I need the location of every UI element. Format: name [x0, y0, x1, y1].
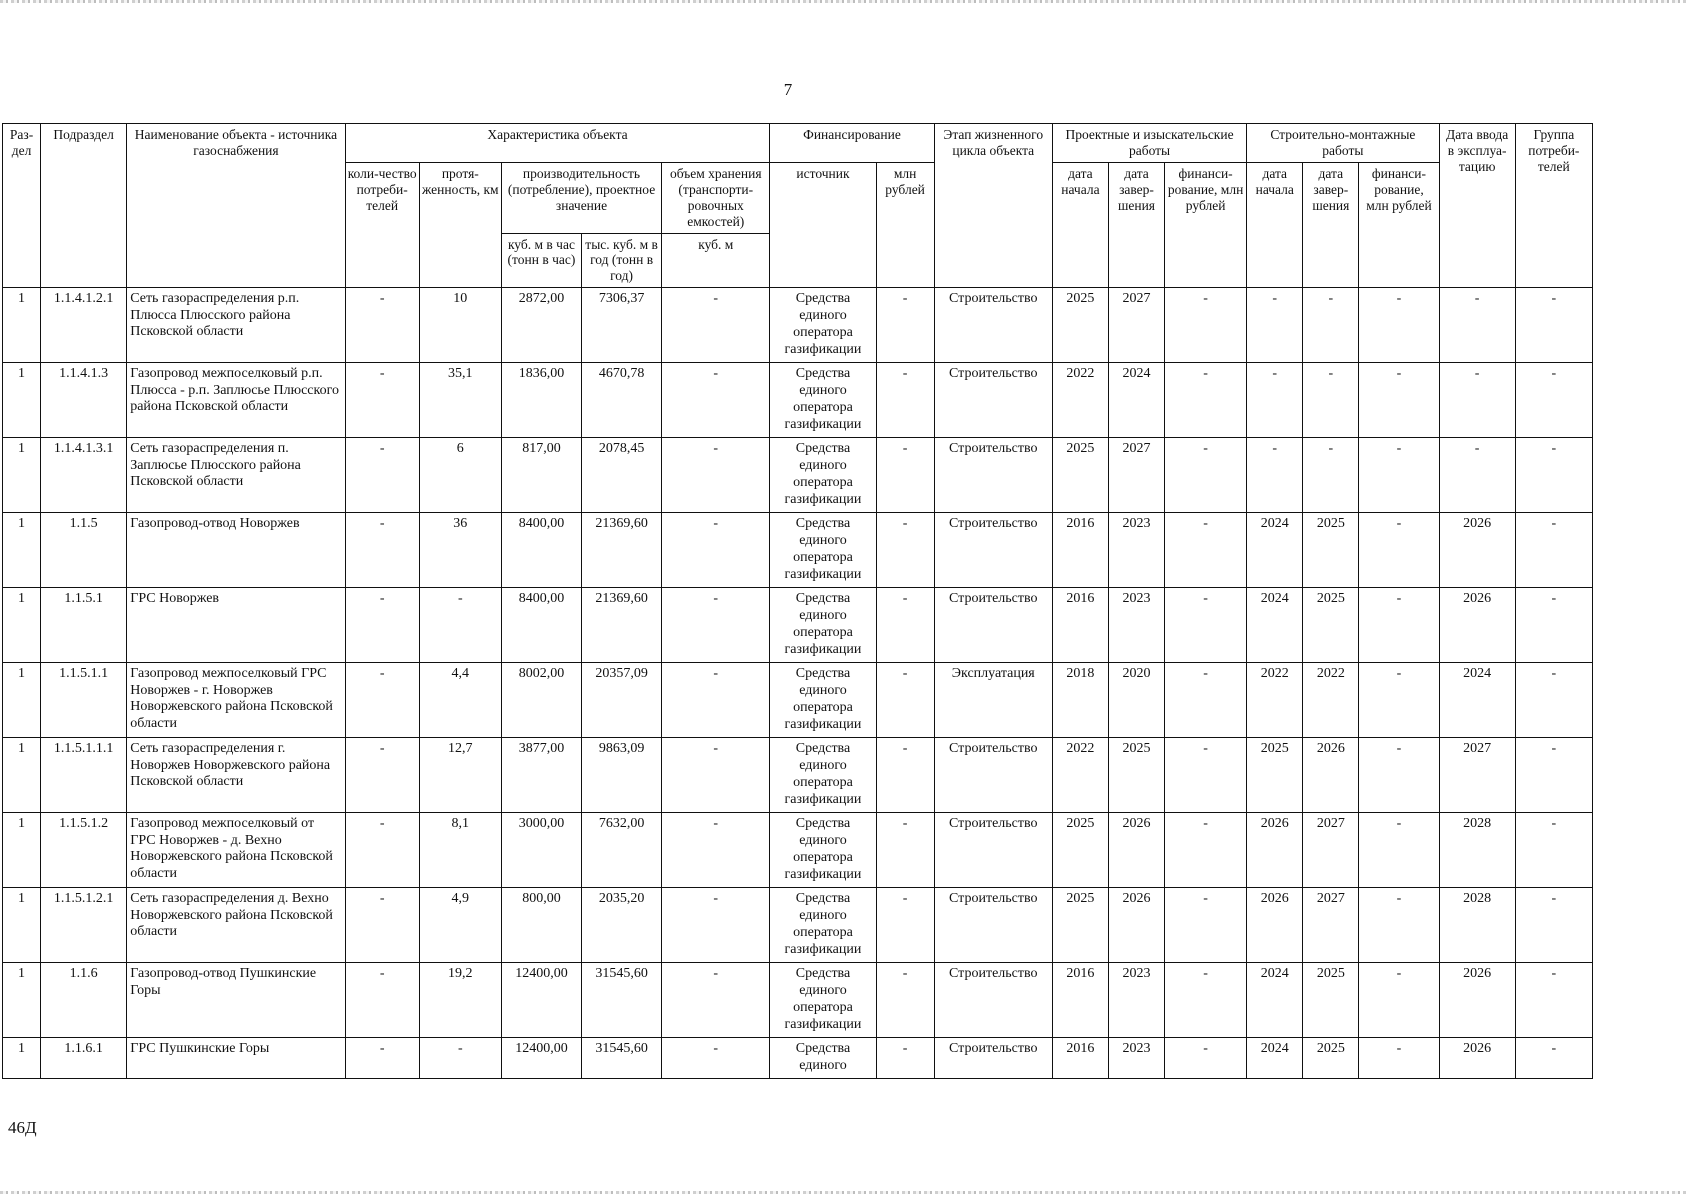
- cell-mln-rub: -: [876, 663, 934, 738]
- cell-object-name: Газопровод межпоселковый от ГРС Новоржев - д. Вехно Новоржевского района Псковской области: [127, 813, 345, 888]
- cell-construction-financing: -: [1359, 963, 1439, 1038]
- cell-lifecycle-stage: Строительство: [934, 888, 1052, 963]
- cell-razdel: 1: [3, 288, 41, 363]
- cell-podrazdel: 1.1.4.1.3.1: [41, 438, 127, 513]
- cell-funding-source: Средства единого оператора газификации: [770, 588, 876, 663]
- cell-design-end: 2026: [1108, 888, 1164, 963]
- cell-design-end: 2025: [1108, 738, 1164, 813]
- cell-construction-start: 2026: [1247, 813, 1303, 888]
- cell-construction-end: -: [1303, 438, 1359, 513]
- cell-capacity-year: 20357,09: [582, 663, 662, 738]
- cell-design-start: 2016: [1052, 513, 1108, 588]
- header-construction-end: дата завер-шения: [1303, 162, 1359, 287]
- cell-object-name: Сеть газораспределения г. Новоржев Новоржевского района Псковской области: [127, 738, 345, 813]
- cell-capacity-year: 31545,60: [582, 1038, 662, 1079]
- cell-consumer-group: -: [1515, 1038, 1592, 1079]
- cell-length: 35,1: [419, 363, 501, 438]
- table-row: [3, 438, 1593, 513]
- cell-razdel: 1: [3, 1038, 41, 1079]
- cell-lifecycle-stage: Строительство: [934, 513, 1052, 588]
- cell-capacity-hour: 8400,00: [501, 513, 581, 588]
- table-row: [3, 813, 1593, 888]
- cell-construction-end: 2022: [1303, 663, 1359, 738]
- cell-design-end: 2027: [1108, 438, 1164, 513]
- cell-construction-financing: -: [1359, 1038, 1439, 1079]
- cell-funding-source: Средства единого оператора газификации: [770, 813, 876, 888]
- table-row: [3, 963, 1593, 1038]
- cell-lifecycle-stage: Строительство: [934, 963, 1052, 1038]
- cell-capacity-hour: 12400,00: [501, 1038, 581, 1079]
- cell-capacity-hour: 817,00: [501, 438, 581, 513]
- header-storage: объем хранения (транспорти-ровочных емкостей): [662, 162, 770, 233]
- cell-storage: -: [662, 588, 770, 663]
- cell-design-start: 2016: [1052, 588, 1108, 663]
- cell-length: 10: [419, 288, 501, 363]
- cell-length: 19,2: [419, 963, 501, 1038]
- document-code: 46Д: [8, 1118, 37, 1137]
- header-length: протя-женность, км: [419, 162, 501, 287]
- cell-capacity-hour: 3877,00: [501, 738, 581, 813]
- cell-design-start: 2025: [1052, 438, 1108, 513]
- header-lifecycle-stage: Этап жизненного цикла объекта: [934, 124, 1052, 288]
- cell-length: 6: [419, 438, 501, 513]
- cell-podrazdel: 1.1.5.1.1.1: [41, 738, 127, 813]
- cell-storage: -: [662, 363, 770, 438]
- cell-commissioning-date: 2026: [1439, 513, 1515, 588]
- cell-razdel: 1: [3, 963, 41, 1038]
- cell-mln-rub: -: [876, 888, 934, 963]
- cell-length: -: [419, 1038, 501, 1079]
- cell-consumer-group: -: [1515, 888, 1592, 963]
- header-design-works: Проектные и изыскательские работы: [1052, 124, 1246, 163]
- cell-capacity-year: 21369,60: [582, 588, 662, 663]
- cell-storage: -: [662, 663, 770, 738]
- cell-funding-source: Средства единого оператора газификации: [770, 888, 876, 963]
- cell-commissioning-date: 2026: [1439, 588, 1515, 663]
- cell-capacity-hour: 8002,00: [501, 663, 581, 738]
- cell-consumers-count: -: [345, 738, 419, 813]
- cell-object-name: Газопровод-отвод Новоржев: [127, 513, 345, 588]
- cell-length: 4,4: [419, 663, 501, 738]
- cell-design-start: 2025: [1052, 288, 1108, 363]
- cell-construction-end: 2025: [1303, 963, 1359, 1038]
- cell-razdel: 1: [3, 888, 41, 963]
- cell-razdel: 1: [3, 363, 41, 438]
- cell-length: 8,1: [419, 813, 501, 888]
- cell-construction-financing: -: [1359, 438, 1439, 513]
- cell-razdel: 1: [3, 588, 41, 663]
- cell-consumers-count: -: [345, 1038, 419, 1079]
- cell-object-name: ГРС Новоржев: [127, 588, 345, 663]
- cell-podrazdel: 1.1.5: [41, 513, 127, 588]
- cell-construction-start: 2024: [1247, 963, 1303, 1038]
- cell-consumers-count: -: [345, 663, 419, 738]
- cell-consumer-group: -: [1515, 513, 1592, 588]
- table-body: [3, 288, 1593, 1079]
- cell-podrazdel: 1.1.6.1: [41, 1038, 127, 1079]
- cell-consumers-count: -: [345, 513, 419, 588]
- cell-capacity-hour: 12400,00: [501, 963, 581, 1038]
- cell-construction-end: 2025: [1303, 513, 1359, 588]
- cell-construction-end: 2027: [1303, 813, 1359, 888]
- cell-construction-financing: -: [1359, 513, 1439, 588]
- header-financing: Финансирование: [770, 124, 934, 163]
- cell-podrazdel: 1.1.5.1: [41, 588, 127, 663]
- cell-funding-source: Средства единого оператора газификации: [770, 288, 876, 363]
- cell-design-financing: -: [1165, 438, 1247, 513]
- cell-mln-rub: -: [876, 963, 934, 1038]
- header-consumers-count: коли-чество потреби-телей: [345, 162, 419, 287]
- cell-design-end: 2023: [1108, 963, 1164, 1038]
- cell-mln-rub: -: [876, 1038, 934, 1079]
- table-row: [3, 1038, 1593, 1079]
- header-characteristics: Характеристика объекта: [345, 124, 770, 163]
- cell-object-name: Сеть газораспределения д. Вехно Новоржевского района Псковской области: [127, 888, 345, 963]
- cell-object-name: Сеть газораспределения п. Заплюсье Плюсского района Псковской области: [127, 438, 345, 513]
- cell-construction-financing: -: [1359, 663, 1439, 738]
- cell-storage: -: [662, 813, 770, 888]
- header-commissioning-date: Дата ввода в эксплуа-тацию: [1439, 124, 1515, 288]
- cell-construction-start: 2024: [1247, 513, 1303, 588]
- cell-capacity-hour: 3000,00: [501, 813, 581, 888]
- cell-razdel: 1: [3, 438, 41, 513]
- scan-top-edge: [0, 0, 1686, 3]
- header-podrazdel: Подраздел: [41, 124, 127, 288]
- cell-length: 12,7: [419, 738, 501, 813]
- cell-storage: -: [662, 738, 770, 813]
- cell-design-start: 2018: [1052, 663, 1108, 738]
- cell-funding-source: Средства единого оператора газификации: [770, 363, 876, 438]
- cell-construction-financing: -: [1359, 738, 1439, 813]
- cell-consumer-group: -: [1515, 663, 1592, 738]
- header-design-start: дата начала: [1052, 162, 1108, 287]
- cell-design-financing: -: [1165, 288, 1247, 363]
- cell-length: 4,9: [419, 888, 501, 963]
- cell-design-financing: -: [1165, 588, 1247, 663]
- header-capacity: производительность (потребление), проектное значение: [501, 162, 661, 233]
- cell-design-end: 2026: [1108, 813, 1164, 888]
- cell-storage: -: [662, 438, 770, 513]
- cell-commissioning-date: 2027: [1439, 738, 1515, 813]
- cell-mln-rub: -: [876, 588, 934, 663]
- cell-construction-start: -: [1247, 363, 1303, 438]
- cell-podrazdel: 1.1.4.1.3: [41, 363, 127, 438]
- cell-funding-source: Средства единого оператора газификации: [770, 963, 876, 1038]
- cell-design-end: 2023: [1108, 1038, 1164, 1079]
- cell-design-start: 2022: [1052, 738, 1108, 813]
- page-number: 7: [783, 80, 793, 99]
- cell-object-name: Газопровод межпоселковый ГРС Новоржев - г. Новоржев Новоржевского района Псковской области: [127, 663, 345, 738]
- cell-consumers-count: -: [345, 363, 419, 438]
- cell-design-end: 2023: [1108, 588, 1164, 663]
- header-design-financing: финанси-рование, млн рублей: [1165, 162, 1247, 287]
- table-row: [3, 738, 1593, 813]
- cell-mln-rub: -: [876, 438, 934, 513]
- table-row: [3, 363, 1593, 438]
- cell-funding-source: Средства единого оператора газификации: [770, 663, 876, 738]
- cell-podrazdel: 1.1.5.1.2: [41, 813, 127, 888]
- cell-capacity-year: 4670,78: [582, 363, 662, 438]
- header-construction-start: дата начала: [1247, 162, 1303, 287]
- cell-consumers-count: -: [345, 888, 419, 963]
- cell-capacity-hour: 1836,00: [501, 363, 581, 438]
- cell-design-financing: -: [1165, 963, 1247, 1038]
- header-consumer-group: Группа потреби-телей: [1515, 124, 1592, 288]
- cell-funding-source: Средства единого: [770, 1038, 876, 1079]
- cell-length: 36: [419, 513, 501, 588]
- cell-funding-source: Средства единого оператора газификации: [770, 438, 876, 513]
- header-construction-financing: финанси-рование, млн рублей: [1359, 162, 1439, 287]
- cell-podrazdel: 1.1.5.1.1: [41, 663, 127, 738]
- cell-construction-start: -: [1247, 288, 1303, 363]
- cell-consumer-group: -: [1515, 288, 1592, 363]
- cell-design-end: 2027: [1108, 288, 1164, 363]
- cell-object-name: Сеть газораспределения р.п. Плюсса Плюсского района Псковской области: [127, 288, 345, 363]
- cell-razdel: 1: [3, 813, 41, 888]
- cell-mln-rub: -: [876, 813, 934, 888]
- cell-construction-end: 2026: [1303, 738, 1359, 813]
- cell-commissioning-date: 2028: [1439, 888, 1515, 963]
- scan-bottom-edge: [0, 1191, 1686, 1194]
- cell-storage: -: [662, 963, 770, 1038]
- cell-commissioning-date: 2028: [1439, 813, 1515, 888]
- header-capacity-hour: куб. м в час (тонн в час): [501, 233, 581, 288]
- cell-capacity-year: 7306,37: [582, 288, 662, 363]
- cell-podrazdel: 1.1.6: [41, 963, 127, 1038]
- cell-capacity-year: 21369,60: [582, 513, 662, 588]
- header-construction-works: Строительно-монтажные работы: [1247, 124, 1439, 163]
- cell-funding-source: Средства единого оператора газификации: [770, 738, 876, 813]
- cell-capacity-hour: 800,00: [501, 888, 581, 963]
- cell-consumers-count: -: [345, 588, 419, 663]
- table-row: [3, 513, 1593, 588]
- cell-capacity-year: 9863,09: [582, 738, 662, 813]
- cell-storage: -: [662, 1038, 770, 1079]
- cell-podrazdel: 1.1.4.1.2.1: [41, 288, 127, 363]
- cell-commissioning-date: 2024: [1439, 663, 1515, 738]
- cell-commissioning-date: -: [1439, 363, 1515, 438]
- cell-construction-start: -: [1247, 438, 1303, 513]
- header-capacity-year: тыс. куб. м в год (тонн в год): [582, 233, 662, 288]
- cell-construction-start: 2024: [1247, 588, 1303, 663]
- cell-commissioning-date: 2026: [1439, 1038, 1515, 1079]
- table-row: [3, 588, 1593, 663]
- cell-commissioning-date: -: [1439, 288, 1515, 363]
- table-row: [3, 663, 1593, 738]
- cell-construction-financing: -: [1359, 288, 1439, 363]
- cell-consumer-group: -: [1515, 813, 1592, 888]
- cell-lifecycle-stage: Строительство: [934, 738, 1052, 813]
- table-row: [3, 888, 1593, 963]
- cell-design-start: 2025: [1052, 888, 1108, 963]
- cell-mln-rub: -: [876, 738, 934, 813]
- cell-construction-end: -: [1303, 363, 1359, 438]
- cell-design-financing: -: [1165, 663, 1247, 738]
- cell-object-name: Газопровод-отвод Пушкинские Горы: [127, 963, 345, 1038]
- cell-design-start: 2016: [1052, 1038, 1108, 1079]
- cell-storage: -: [662, 288, 770, 363]
- cell-mln-rub: -: [876, 288, 934, 363]
- header-design-end: дата завер-шения: [1108, 162, 1164, 287]
- cell-construction-financing: -: [1359, 588, 1439, 663]
- cell-design-financing: -: [1165, 513, 1247, 588]
- cell-podrazdel: 1.1.5.1.2.1: [41, 888, 127, 963]
- cell-design-start: 2016: [1052, 963, 1108, 1038]
- cell-lifecycle-stage: Строительство: [934, 1038, 1052, 1079]
- cell-consumers-count: -: [345, 288, 419, 363]
- cell-construction-start: 2022: [1247, 663, 1303, 738]
- cell-construction-start: 2026: [1247, 888, 1303, 963]
- cell-design-financing: -: [1165, 1038, 1247, 1079]
- cell-consumer-group: -: [1515, 438, 1592, 513]
- cell-construction-start: 2025: [1247, 738, 1303, 813]
- cell-mln-rub: -: [876, 513, 934, 588]
- header-source: источник: [770, 162, 876, 287]
- cell-construction-end: 2027: [1303, 888, 1359, 963]
- cell-commissioning-date: 2026: [1439, 963, 1515, 1038]
- cell-construction-financing: -: [1359, 363, 1439, 438]
- cell-consumer-group: -: [1515, 738, 1592, 813]
- cell-lifecycle-stage: Эксплуатация: [934, 663, 1052, 738]
- cell-lifecycle-stage: Строительство: [934, 288, 1052, 363]
- cell-razdel: 1: [3, 738, 41, 813]
- cell-design-start: 2022: [1052, 363, 1108, 438]
- cell-consumer-group: -: [1515, 363, 1592, 438]
- cell-razdel: 1: [3, 513, 41, 588]
- cell-capacity-hour: 2872,00: [501, 288, 581, 363]
- cell-consumer-group: -: [1515, 588, 1592, 663]
- cell-mln-rub: -: [876, 363, 934, 438]
- header-razdel: Раз-дел: [3, 124, 41, 288]
- cell-design-end: 2023: [1108, 513, 1164, 588]
- cell-design-start: 2025: [1052, 813, 1108, 888]
- cell-lifecycle-stage: Строительство: [934, 813, 1052, 888]
- cell-lifecycle-stage: Строительство: [934, 588, 1052, 663]
- cell-lifecycle-stage: Строительство: [934, 363, 1052, 438]
- table-row: [3, 288, 1593, 363]
- header-storage-unit: куб. м: [662, 233, 770, 288]
- cell-consumers-count: -: [345, 813, 419, 888]
- cell-construction-end: 2025: [1303, 588, 1359, 663]
- cell-capacity-year: 7632,00: [582, 813, 662, 888]
- cell-capacity-year: 2078,45: [582, 438, 662, 513]
- cell-construction-financing: -: [1359, 813, 1439, 888]
- cell-capacity-year: 2035,20: [582, 888, 662, 963]
- cell-consumers-count: -: [345, 438, 419, 513]
- gas-supply-table: [2, 123, 1593, 1079]
- header-mln-rub: млн рублей: [876, 162, 934, 287]
- cell-storage: -: [662, 888, 770, 963]
- cell-design-end: 2020: [1108, 663, 1164, 738]
- cell-capacity-year: 31545,60: [582, 963, 662, 1038]
- cell-consumer-group: -: [1515, 963, 1592, 1038]
- cell-funding-source: Средства единого оператора газификации: [770, 513, 876, 588]
- cell-design-financing: -: [1165, 738, 1247, 813]
- cell-construction-financing: -: [1359, 888, 1439, 963]
- cell-design-financing: -: [1165, 363, 1247, 438]
- cell-storage: -: [662, 513, 770, 588]
- cell-capacity-hour: 8400,00: [501, 588, 581, 663]
- cell-object-name: ГРС Пушкинские Горы: [127, 1038, 345, 1079]
- cell-construction-end: -: [1303, 288, 1359, 363]
- cell-razdel: 1: [3, 663, 41, 738]
- cell-length: -: [419, 588, 501, 663]
- cell-commissioning-date: -: [1439, 438, 1515, 513]
- cell-consumers-count: -: [345, 963, 419, 1038]
- cell-construction-start: 2024: [1247, 1038, 1303, 1079]
- cell-lifecycle-stage: Строительство: [934, 438, 1052, 513]
- cell-construction-end: 2025: [1303, 1038, 1359, 1079]
- header-object-name: Наименование объекта - источника газоснабжения: [127, 124, 345, 288]
- cell-design-financing: -: [1165, 888, 1247, 963]
- cell-design-financing: -: [1165, 813, 1247, 888]
- cell-design-end: 2024: [1108, 363, 1164, 438]
- cell-object-name: Газопровод межпоселковый р.п. Плюсса - р.п. Заплюсье Плюсского района Псковской области: [127, 363, 345, 438]
